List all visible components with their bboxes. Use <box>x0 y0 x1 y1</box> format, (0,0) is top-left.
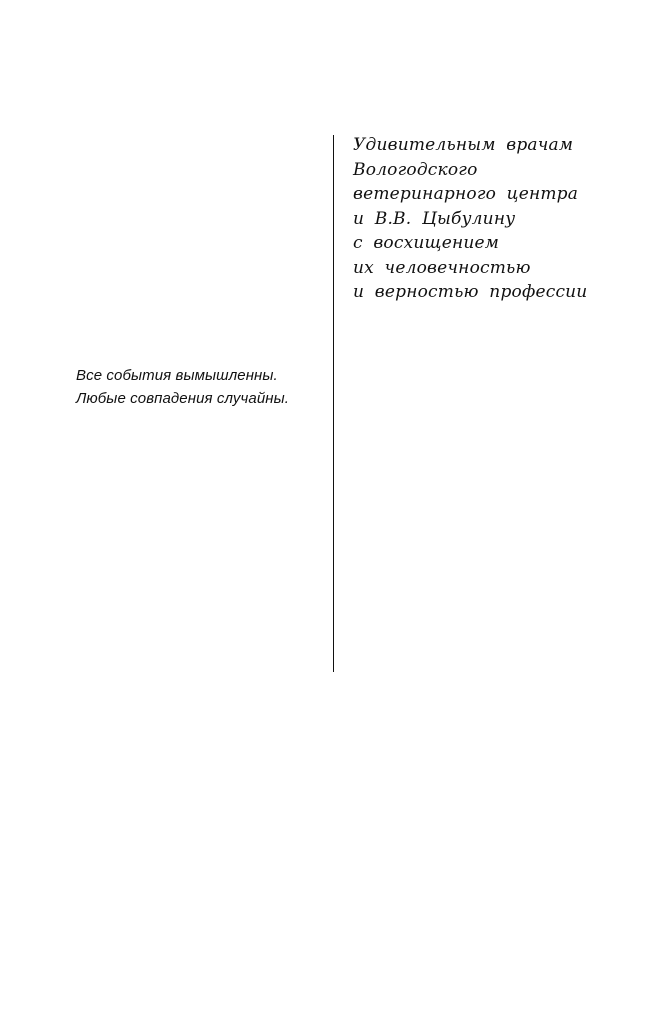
dedication-line: Удивительным врачам <box>353 135 574 155</box>
dedication-line: и В.В. Цыбулину <box>353 208 516 229</box>
dedication-line: их человечностью <box>353 257 531 278</box>
dedication-text <box>353 133 653 305</box>
dedication-line: и верностью профессии <box>353 282 588 302</box>
dedication-line: с восхищением <box>353 233 500 253</box>
disclaimer-line: Все события вымышленны. <box>76 367 278 384</box>
dedication-line: ветеринарного центра <box>353 184 579 204</box>
disclaimer-note <box>76 364 316 410</box>
vertical-divider <box>333 135 334 672</box>
disclaimer-line: Любые совпадения случайны. <box>76 390 290 407</box>
dedication-line: Вологодского <box>353 159 478 180</box>
